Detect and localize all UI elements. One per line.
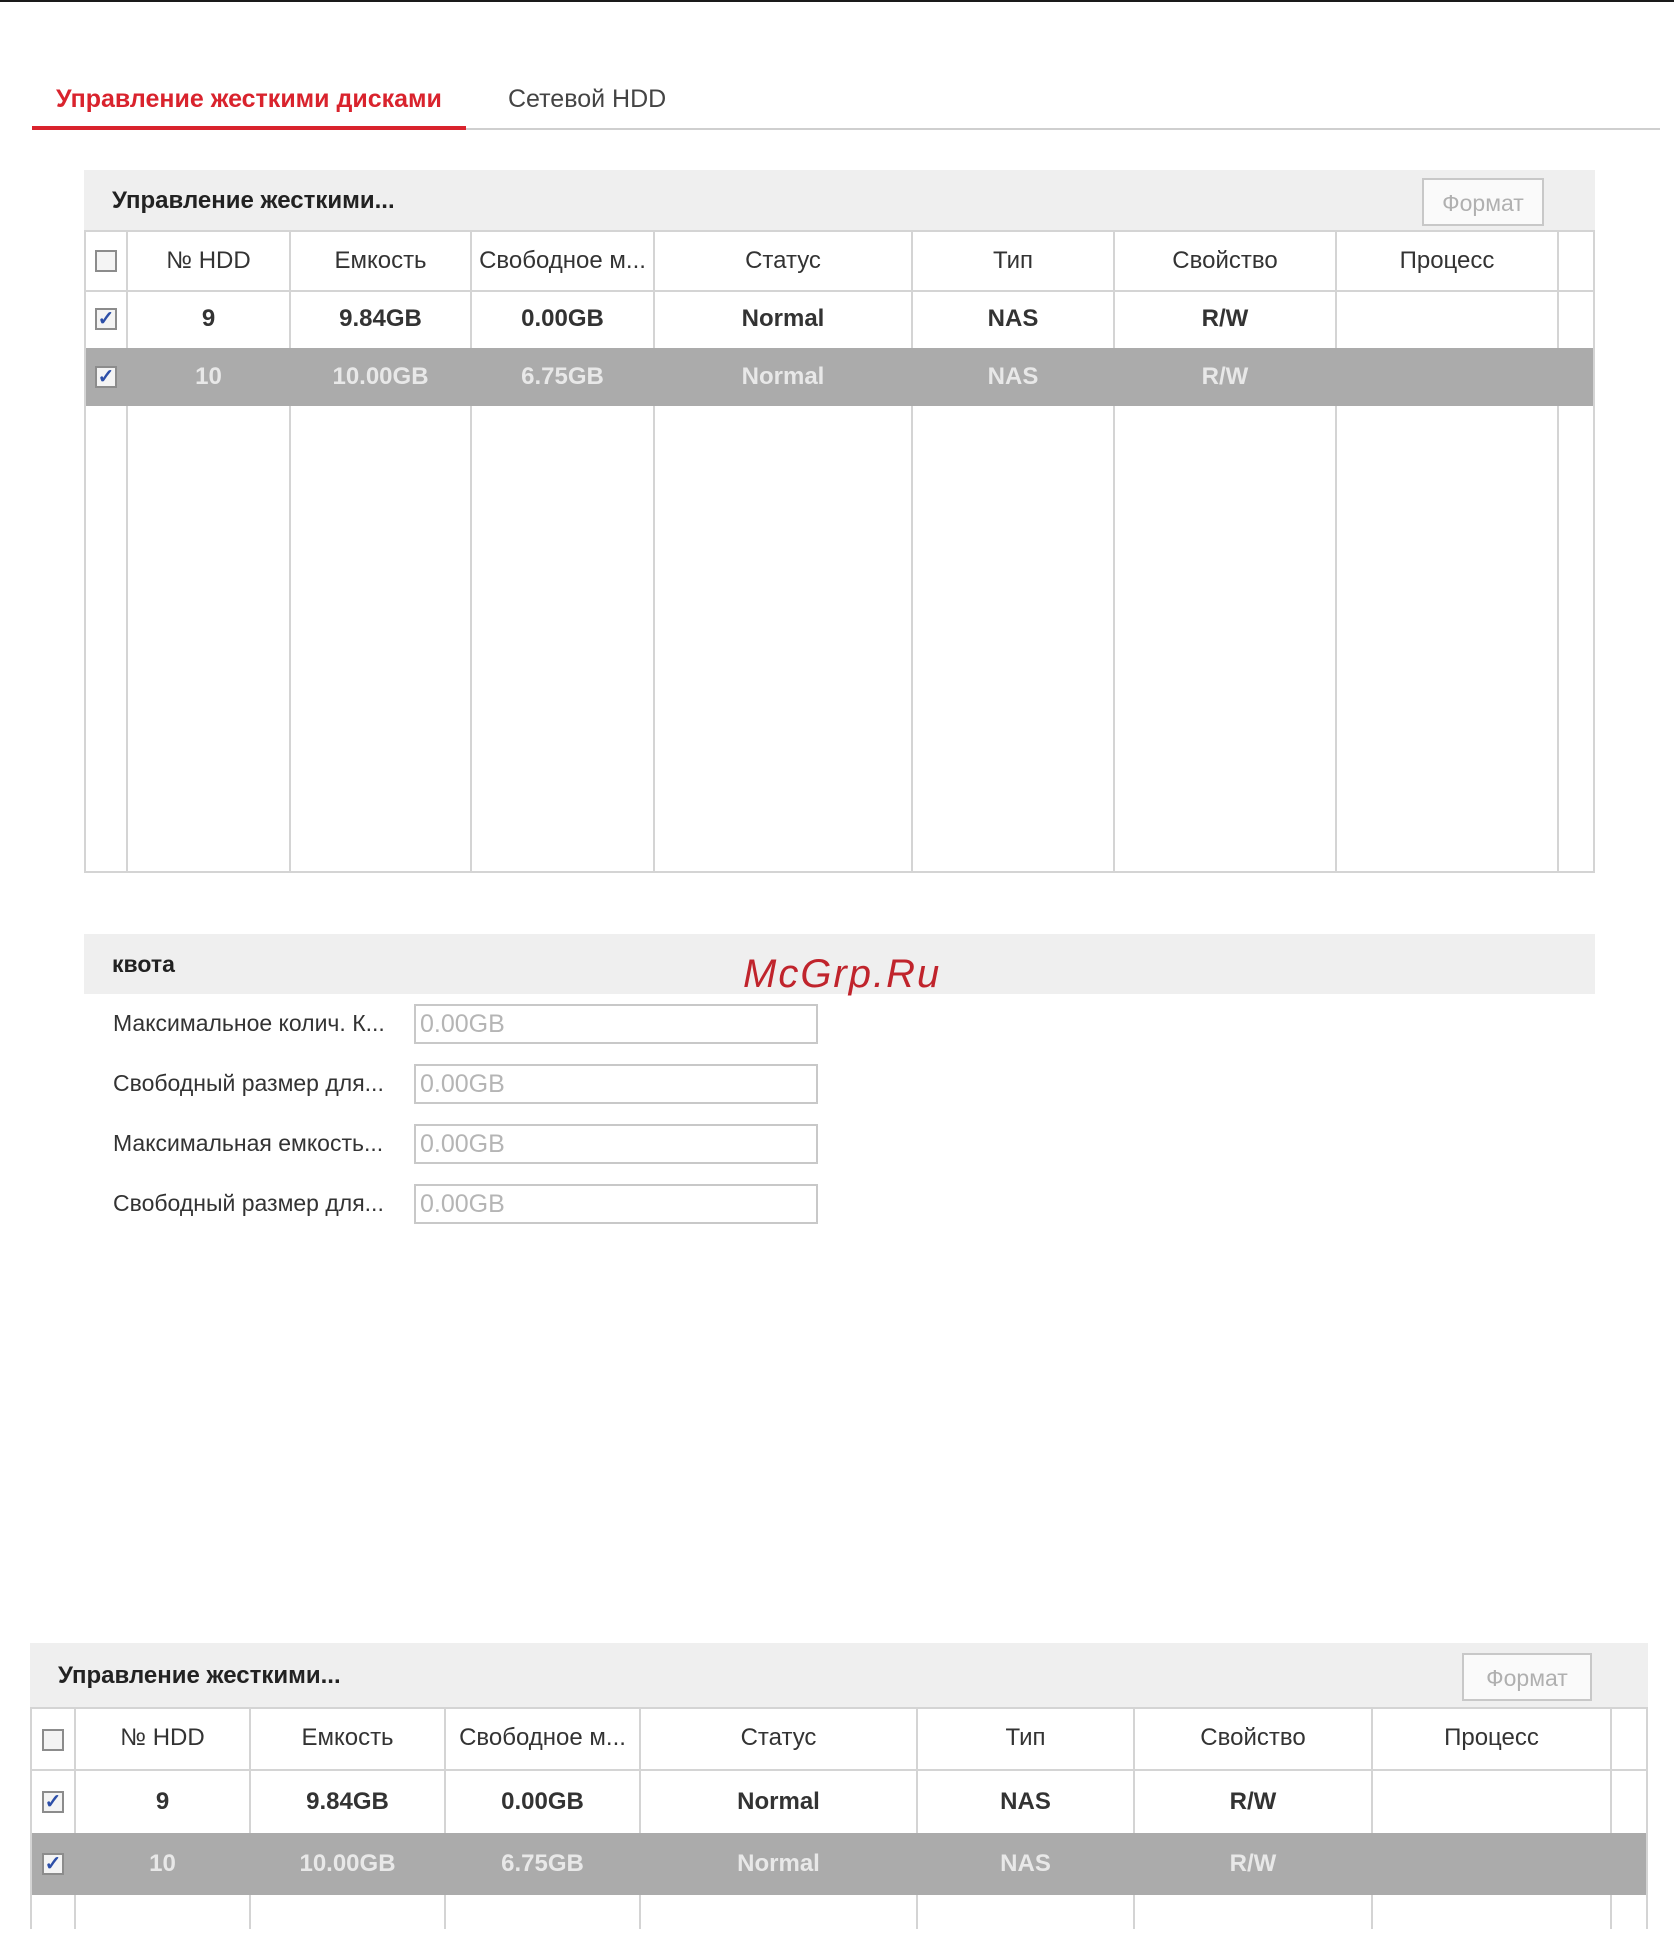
cell-hdd-no: 10 [149, 1850, 176, 1877]
hdd-management-panel [84, 170, 1595, 873]
row-checkbox[interactable]: ✓ [95, 308, 117, 330]
cell-property: R/W [1229, 1850, 1277, 1877]
cell-status: Normal [741, 305, 825, 332]
table-header-row [86, 232, 1593, 292]
quota-title: квота [112, 951, 175, 977]
cell-hdd-no: 9 [155, 1788, 170, 1815]
column-header-capacity[interactable]: Емкость [301, 1724, 394, 1751]
hdd-table [84, 230, 1595, 873]
column-header-property[interactable]: Свойство [1200, 1724, 1306, 1751]
cell-progress [1337, 290, 1557, 348]
cell-type: NAS [1000, 1850, 1051, 1877]
column-header-hdd-no[interactable]: № HDD [120, 1724, 205, 1751]
select-all-checkbox[interactable] [42, 1729, 64, 1751]
cell-property: R/W [1229, 1788, 1277, 1815]
column-header-free-space[interactable]: Свободное м... [479, 247, 646, 274]
hdd-table [30, 1707, 1648, 1929]
column-header-type[interactable]: Тип [992, 247, 1033, 274]
cell-progress [1373, 1771, 1610, 1833]
cell-progress [1337, 348, 1557, 406]
panel-header [84, 170, 1595, 232]
row-checkbox[interactable]: ✓ [95, 366, 117, 388]
column-header-property[interactable]: Свойство [1172, 247, 1278, 274]
cell-property: R/W [1201, 363, 1249, 390]
cell-progress [1373, 1833, 1610, 1895]
row-checkbox[interactable]: ✓ [42, 1791, 64, 1813]
cell-free-space: 6.75GB [521, 363, 604, 390]
tab-hdd-management[interactable]: Управление жесткими дисками [32, 70, 466, 130]
column-header-status[interactable]: Статус [740, 1724, 817, 1751]
hdd-management-panel-excerpt [30, 1643, 1648, 1929]
column-header-free-space[interactable]: Свободное м... [459, 1724, 626, 1751]
cell-free-space: 0.00GB [501, 1788, 584, 1815]
cell-hdd-no: 10 [195, 363, 222, 390]
format-button[interactable]: Формат [1462, 1653, 1592, 1701]
panel-title: Управление жесткими... [112, 187, 395, 214]
select-all-checkbox[interactable] [95, 250, 117, 272]
column-header-type[interactable]: Тип [1005, 1724, 1046, 1751]
cell-capacity: 10.00GB [332, 363, 429, 390]
watermark: McGrp.Ru [743, 952, 942, 996]
tab-network-hdd[interactable]: Сетевой HDD [508, 85, 667, 113]
quota-input-free-size-1[interactable] [414, 1064, 818, 1104]
cell-free-space: 6.75GB [501, 1850, 584, 1877]
row-checkbox[interactable]: ✓ [42, 1853, 64, 1875]
cell-capacity: 9.84GB [339, 305, 422, 332]
quota-input-max-capacity[interactable] [414, 1124, 818, 1164]
quota-label-max-capacity: Максимальная емкость... [113, 1130, 384, 1156]
cell-property: R/W [1201, 305, 1249, 332]
quota-label-free-size-1: Свободный размер для... [113, 1070, 384, 1096]
quota-label-free-size-2: Свободный размер для... [113, 1190, 384, 1216]
panel-header [30, 1643, 1648, 1709]
column-header-progress[interactable]: Процесс [1399, 247, 1495, 274]
table-row-selected[interactable] [86, 348, 1593, 406]
column-header-progress[interactable]: Процесс [1444, 1724, 1539, 1751]
quota-input-max-count[interactable] [414, 1004, 818, 1044]
cell-status: Normal [737, 1850, 820, 1877]
quota-label-max-count: Максимальное колич. К... [113, 1010, 385, 1036]
column-header-status[interactable]: Статус [745, 247, 821, 274]
tab-bar [32, 70, 1660, 130]
column-header-hdd-no[interactable]: № HDD [166, 247, 251, 274]
cell-status: Normal [741, 363, 825, 390]
table-row-selected[interactable] [32, 1833, 1646, 1895]
cell-type: NAS [987, 305, 1039, 332]
quota-input-free-size-2[interactable] [414, 1184, 818, 1224]
table-row[interactable] [32, 1771, 1646, 1833]
cell-status: Normal [737, 1788, 820, 1815]
column-header-capacity[interactable]: Емкость [334, 247, 427, 274]
cell-hdd-no: 9 [201, 305, 216, 332]
cell-type: NAS [987, 363, 1039, 390]
panel-title: Управление жесткими... [58, 1662, 341, 1689]
cell-capacity: 9.84GB [306, 1788, 389, 1815]
cell-free-space: 0.00GB [521, 305, 604, 332]
cell-capacity: 10.00GB [299, 1850, 396, 1877]
top-border [0, 0, 1674, 2]
cell-type: NAS [1000, 1788, 1051, 1815]
table-row[interactable] [86, 290, 1593, 348]
table-header-row [32, 1709, 1646, 1771]
format-button[interactable]: Формат [1422, 178, 1544, 226]
